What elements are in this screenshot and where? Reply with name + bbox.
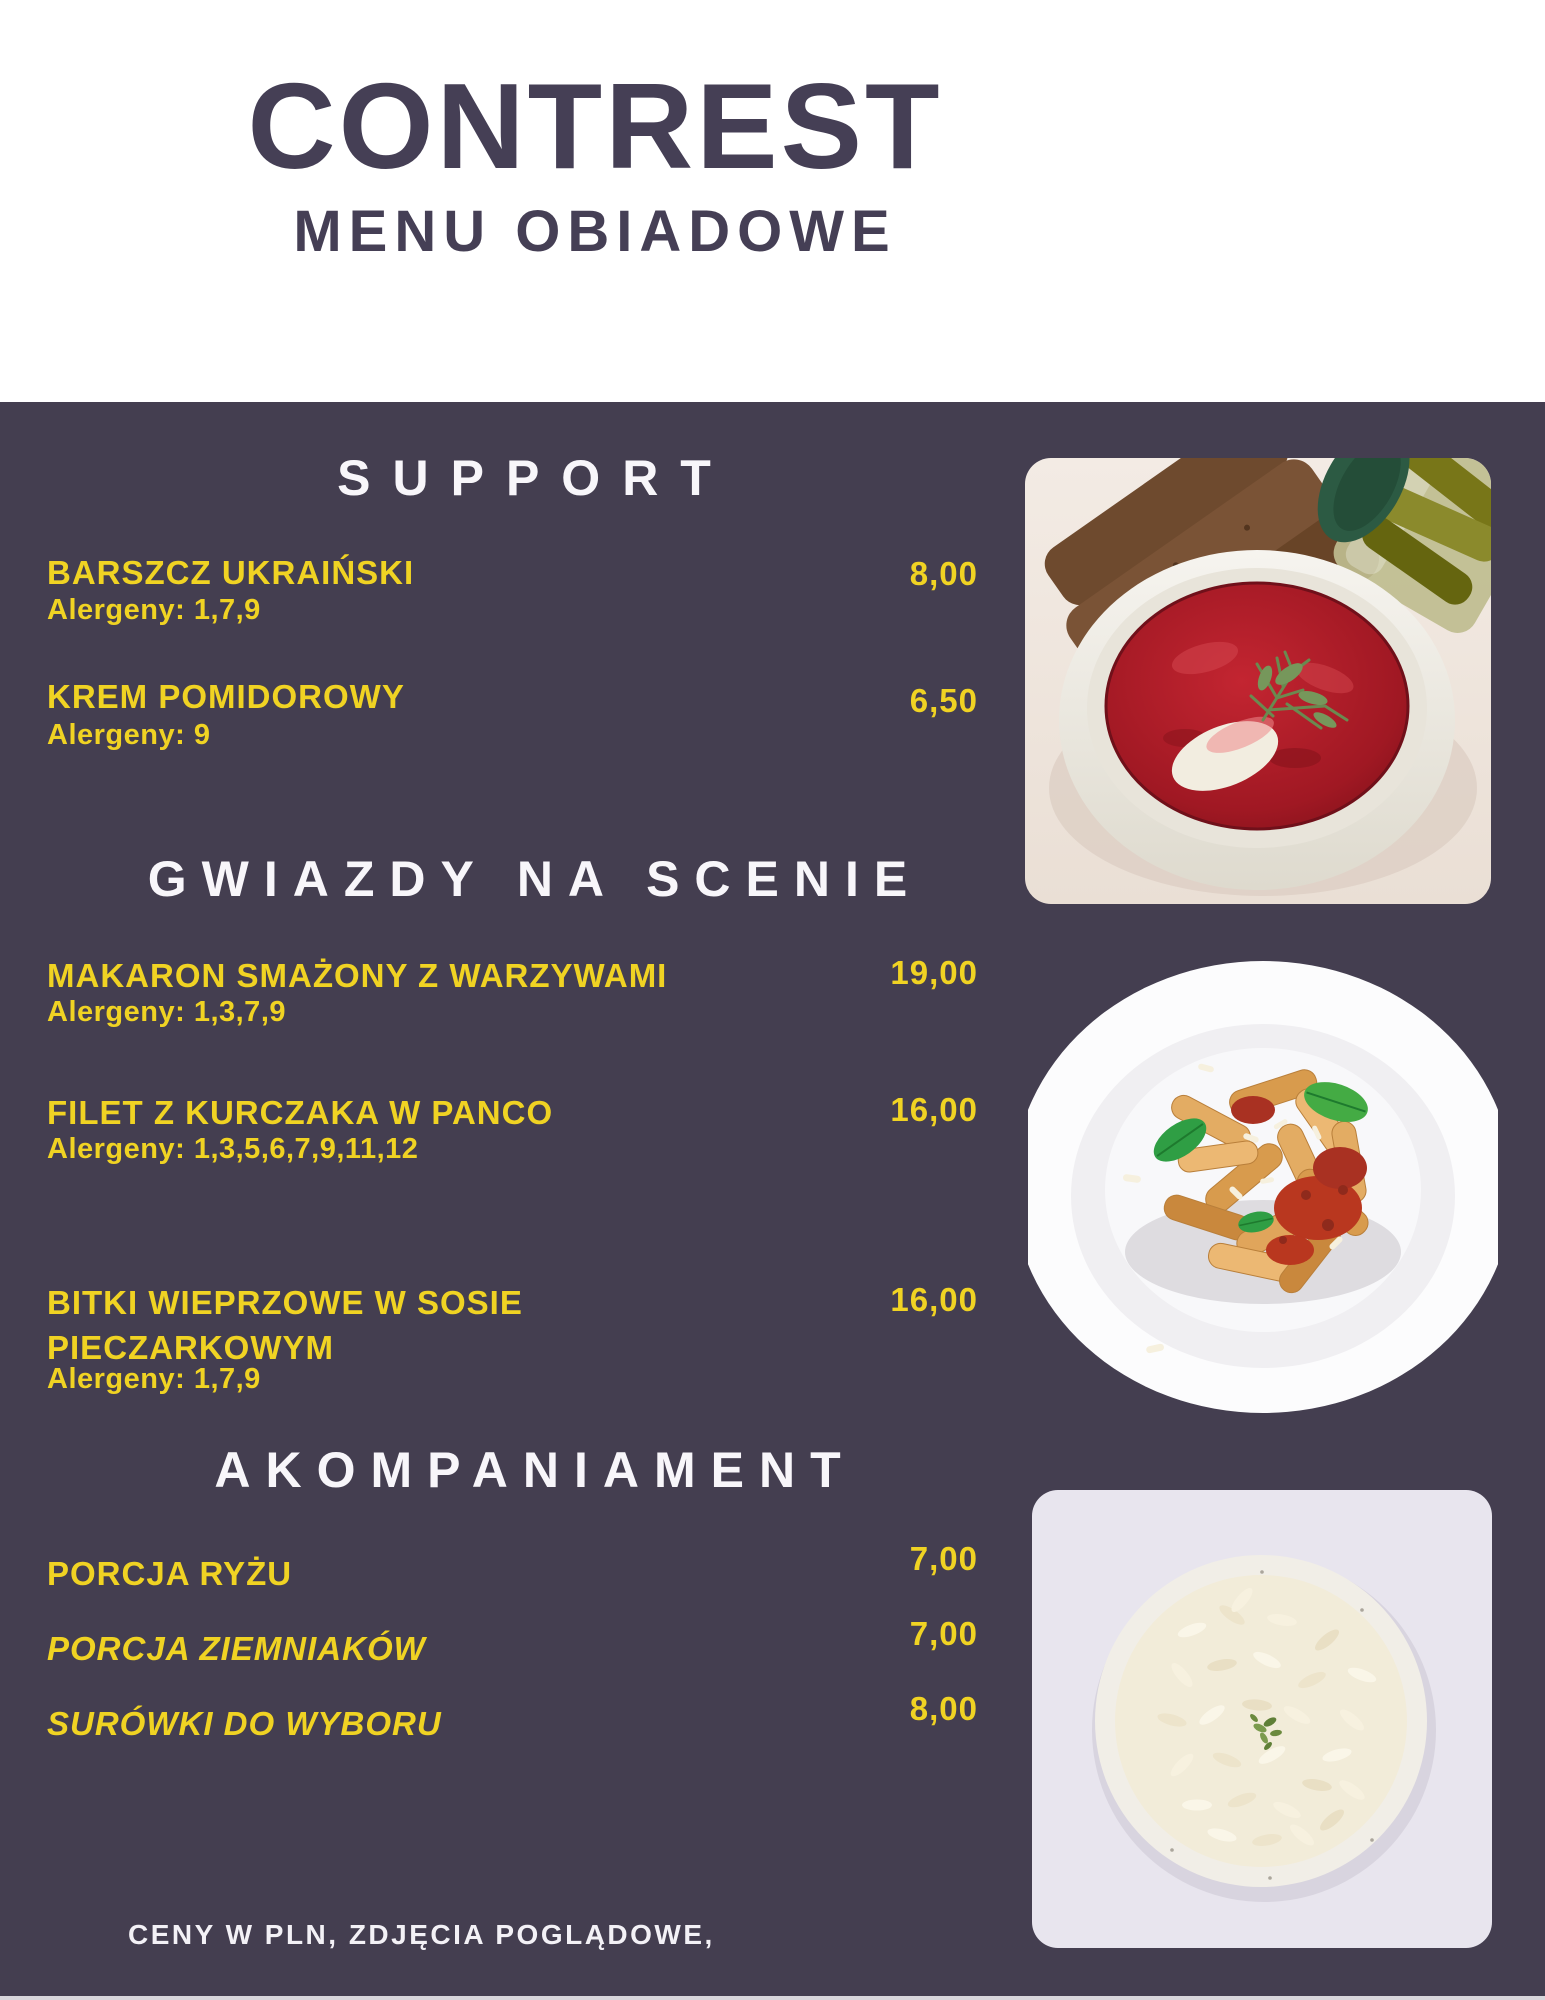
item-name: KREM POMIDOROWY — [47, 678, 405, 715]
item-price: 7,00 — [909, 1615, 978, 1652]
item-name: BARSZCZ UKRAIŃSKI — [47, 554, 415, 591]
item-price: 19,00 — [890, 954, 978, 991]
page-subtitle: MENU OBIADOWE — [293, 199, 897, 264]
photo-rice — [1032, 1490, 1492, 1948]
footer-note: CENY W PLN, ZDJĘCIA POGLĄDOWE, — [128, 1919, 715, 1950]
section-heading-gwiazdy: GWIAZDY NA SCENIE — [147, 851, 923, 907]
item-name: BITKI WIEPRZOWE W SOSIE PIECZARKOWYM — [47, 1284, 523, 1366]
pasta-plate — [1028, 961, 1498, 1413]
photo-pasta — [1028, 950, 1498, 1424]
item-allergens: Alergeny: 9 — [47, 719, 211, 751]
item-name: MAKARON SMAŻONY Z WARZYWAMI — [47, 957, 668, 994]
item-price: 6,50 — [909, 682, 978, 719]
section-heading-support: SUPPORT — [337, 450, 733, 506]
item-name: PORCJA ZIEMNIAKÓW — [47, 1630, 426, 1667]
item-price: 8,00 — [909, 1690, 978, 1727]
page-title: CONTREST — [247, 58, 943, 194]
item-name: SURÓWKI DO WYBORU — [47, 1705, 442, 1742]
item-price: 7,00 — [909, 1540, 978, 1577]
item-price: 8,00 — [909, 555, 978, 592]
section-heading-akompaniament: AKOMPANIAMENT — [214, 1442, 856, 1498]
item-name: PORCJA RYŻU — [47, 1555, 293, 1592]
item-price: 16,00 — [890, 1281, 978, 1318]
item-allergens: Alergeny: 1,3,7,9 — [47, 996, 286, 1028]
item-allergens: Alergeny: 1,3,5,6,7,9,11,12 — [47, 1133, 419, 1165]
item-name: FILET Z KURCZAKA W PANCO — [47, 1094, 554, 1131]
bottom-strip — [0, 1996, 1545, 2000]
item-allergens: Alergeny: 1,7,9 — [47, 594, 261, 626]
item-price: 16,00 — [890, 1091, 978, 1128]
photo-borscht — [1025, 458, 1491, 904]
borscht-bowl — [1059, 550, 1455, 890]
item-allergens: Alergeny: 1,7,9 — [47, 1363, 261, 1395]
